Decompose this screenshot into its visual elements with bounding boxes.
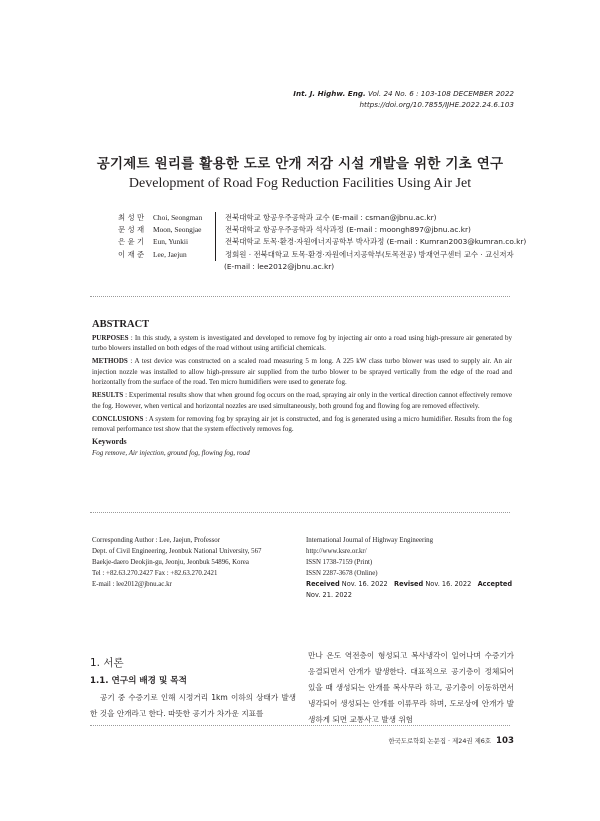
author-affiliation: 전북대학교 토목·환경·자원에너지공학부 박사과정 (E-mail : Kumran2003@kumran.co.kr): [225, 237, 527, 247]
abstract-purposes: [92, 333, 512, 354]
author-row: [118, 236, 526, 248]
author-name-en: Moon, Seongjae: [153, 224, 216, 236]
author-name-en: Eun, Yunkii: [153, 236, 216, 248]
revised-date: Nov. 16. 2022: [425, 580, 472, 588]
corr-line: Corresponding Author : Lee, Jaejun, Professor: [92, 537, 221, 544]
author-name-ko: 문 성 재: [118, 225, 145, 235]
corr-email[interactable]: E-mail : lee2012@jbnu.ac.kr: [92, 581, 172, 588]
abstract-conclusions: [92, 414, 512, 435]
journal-issue: Vol. 24 No. 6 : 103-108 DECEMBER 2022: [368, 89, 514, 98]
abstract-heading: ABSTRACT: [92, 319, 150, 330]
page-footer: [388, 736, 514, 746]
author-row: [118, 212, 526, 224]
footer-journal: 한국도로학회 논문집 · 제24권 제6호: [388, 737, 492, 745]
accepted-label: Accepted: [477, 580, 513, 588]
results-label: RESULTS: [92, 391, 124, 400]
received-date: Nov. 16. 2022: [341, 580, 388, 588]
title-english: Development of Road Fog Reduction Facilities Using Air Jet: [128, 176, 472, 191]
page-number: 103: [496, 736, 514, 746]
corresponding-author-info: [92, 535, 302, 590]
author-name-en: Lee, Jaejun: [153, 249, 216, 261]
divider: [90, 725, 510, 726]
keywords-heading: Keywords: [92, 437, 127, 447]
doi-link[interactable]: https://doi.org/10.7855/IJHE.2022.24.6.103: [359, 100, 514, 109]
pub-issn-print: ISSN 1738-7159 (Print): [306, 559, 373, 566]
body-left-column: [90, 655, 296, 722]
author-row: [118, 224, 526, 236]
keywords-text: Fog remove, Air injection, ground fog, flowing fog, road: [92, 448, 250, 457]
author-name-ko: 최 성 만: [118, 213, 145, 222]
corr-line: Tel : +82.63.270.2427 Fax : +82.63.270.2421: [92, 570, 218, 577]
body-paragraph: 만나 온도 역전층이 형성되고 복사냉각이 일어나며 수증기가 응결되면서 안개가 발생한다. 대표적으로 공기층이 정체되어 있을 때 생성되는 안개를 복사무라 하고, 공기층이 이동하면서 냉각되어 생성되는 안개를 이류무라 하며, 도로상에 안개가 발생하게 되면 교통사고 발생 위험: [308, 651, 514, 724]
title-korean: 공기제트 원리를 활용한 도로 안개 저감 시설 개발을 위한 기초 연구: [96, 156, 504, 172]
received-label: Received: [306, 580, 340, 588]
publication-info: [306, 535, 521, 601]
pub-journal-name: International Journal of Highway Engineering: [306, 537, 434, 544]
divider: [90, 296, 510, 297]
divider: [90, 512, 510, 513]
journal-abbrev: Int. J. Highw. Eng.: [293, 89, 366, 98]
subsection-heading: 1.1. 연구의 배경 및 목적: [90, 676, 187, 686]
purposes-label: PURPOSES: [92, 333, 129, 342]
conclusions-text: : A system for removing fog by spraying air jet is constructed, and fog is generated using a micro humidifier. Results from the fog removal performance test show that the system effectively removes fog.: [92, 414, 512, 434]
methods-text: : A test device was constructed on a scaled road measuring 5 m long. A 225 kW class turbo blower was used to supply air. An air injection nozzle was installed to allow high-pressure air supplied from the turbo blower to be sprayed vertically from the edge of the road and horizontally from the surface of the road. Ten micro humidifiers were used to generate fog.: [92, 357, 512, 387]
author-affiliation: 전북대학교 항공우주공학과 석사과정 (E-mail : moongh897@jbnu.ac.kr): [225, 225, 471, 235]
abstract-results: [92, 390, 512, 411]
abstract: [92, 320, 512, 458]
author-list: [118, 212, 526, 273]
revised-label: Revised: [394, 580, 424, 588]
journal-reference: [293, 88, 514, 110]
results-text: : Experimental results show that when ground fog occurs on the road, spraying air only in the vertical direction cannot effectively remove the fog. However, when vertical and horizontal nozzles are used simultaneously, both ground fog and flowing fog are removed effectively.: [92, 391, 512, 410]
body-paragraph: 공기 중 수증기로 인해 시정거리 1km 이하의 상태가 발생한 것을 안개라고 한다. 따뜻한 공기가 차가운 지표를: [90, 693, 296, 718]
corr-line: Dept. of Civil Engineering, Jeonbuk National University, 567: [92, 548, 262, 555]
methods-label: METHODS: [92, 357, 128, 366]
author-name-en: Choi, Seongman: [153, 212, 216, 224]
abstract-methods: [92, 356, 512, 388]
author-row: [118, 249, 526, 261]
pub-url[interactable]: http://www.ksre.or.kr/: [306, 548, 367, 555]
author-affiliation-continued: (E-mail : lee2012@jbnu.ac.kr): [224, 261, 335, 271]
body-right-column: [308, 648, 514, 728]
author-name-ko: 이 재 준: [118, 249, 145, 259]
author-affiliation: 정회원 · 전북대학교 토목·환경·자원에너지공학부(토목전공) 방재연구센터 교수 · 교신저자: [225, 249, 514, 259]
conclusions-label: CONCLUSIONS: [92, 414, 144, 423]
pub-dates: [306, 579, 521, 601]
author-name-ko: 은 윤 기: [118, 237, 145, 247]
purposes-text: : In this study, a system is investigated and developed to remove fog by injecting air onto a road using high-pressure air generated by turbo blowers installed on both edges of the road without using artificial chemicals.: [92, 333, 512, 353]
corr-line: Baekje-daero Deokjin-gu, Jeonju, Jeonbuk 54896, Korea: [92, 559, 249, 566]
section-heading: 1. 서론: [90, 657, 124, 669]
accepted-date: Nov. 21. 2022: [306, 591, 352, 599]
pub-issn-online: ISSN 2287-3678 (Online): [306, 570, 378, 577]
author-affiliation: 전북대학교 항공우주공학과 교수 (E-mail : csman@jbnu.ac.kr): [225, 213, 437, 222]
